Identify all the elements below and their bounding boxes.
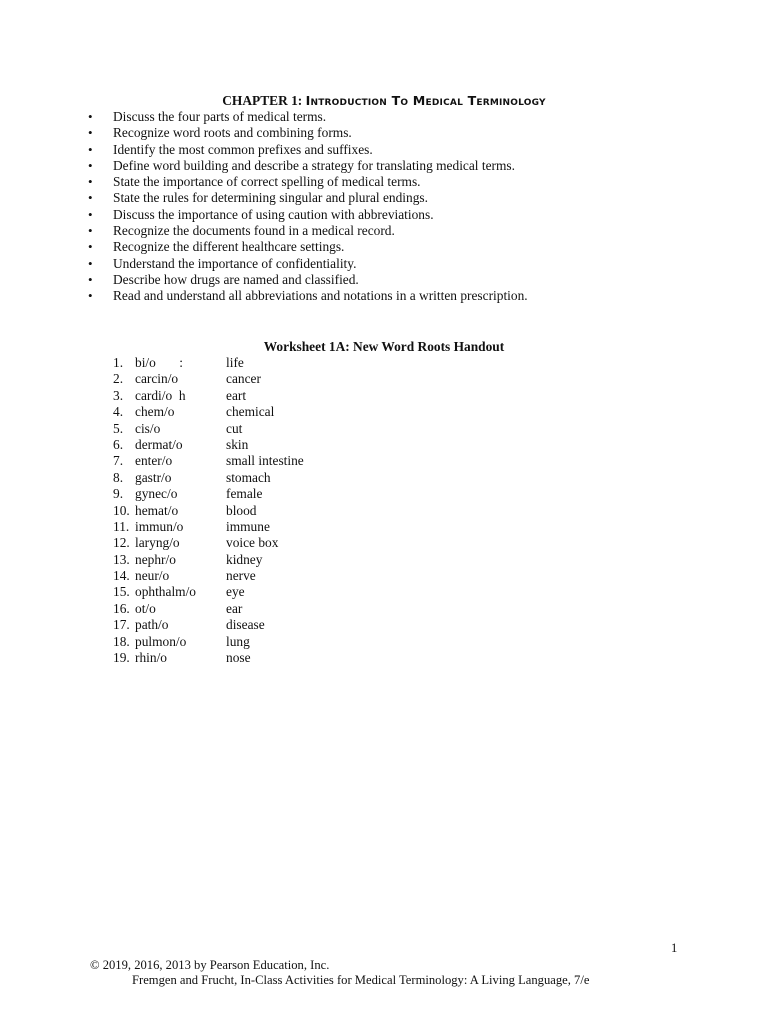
- objective-text: Define word building and describe a strategy for translating medical terms.: [113, 157, 515, 173]
- word-root: hemat/o: [135, 502, 179, 518]
- row-number: 16.: [113, 600, 130, 616]
- objective-text: Recognize the different healthcare settings.: [113, 239, 345, 255]
- word-root: pulmon/o: [135, 633, 187, 649]
- row-number: 1.: [113, 355, 124, 370]
- word-root: cardi/o h: [135, 387, 186, 403]
- row-number: 9.: [113, 486, 124, 502]
- row-number: 13.: [113, 551, 130, 567]
- root-meaning: chemical: [226, 404, 275, 420]
- word-root: path/o: [135, 617, 169, 633]
- objective-item: [88, 256, 528, 272]
- objective-item: [88, 109, 528, 125]
- bullet-icon: •: [88, 109, 93, 124]
- objective-item: [88, 207, 528, 223]
- row-number: 3.: [113, 387, 124, 403]
- word-root: enter/o: [135, 453, 173, 469]
- root-meaning: stomach: [226, 469, 271, 485]
- objective-text: Understand the importance of confidentiality.: [113, 255, 357, 271]
- page-number: 1: [671, 941, 678, 955]
- chapter-name: Introduction To Medical Terminology: [305, 93, 546, 108]
- objective-text: Describe how drugs are named and classified.: [113, 271, 359, 287]
- root-meaning: skin: [226, 436, 249, 452]
- root-meaning: immune: [226, 518, 270, 534]
- bullet-icon: •: [88, 223, 93, 239]
- root-meaning: cancer: [226, 371, 261, 387]
- row-number: 4.: [113, 404, 124, 420]
- objective-item: [88, 142, 528, 158]
- objective-text: Discuss the four parts of medical terms.: [113, 109, 327, 124]
- objective-item: [88, 288, 528, 304]
- row-number: 2.: [113, 371, 124, 387]
- row-number: 15.: [113, 584, 130, 600]
- bullet-icon: •: [88, 190, 93, 206]
- root-meaning: lung: [226, 633, 250, 649]
- objective-item: [88, 272, 528, 288]
- row-number: 17.: [113, 617, 130, 633]
- bullet-icon: •: [88, 239, 93, 255]
- word-root: chem/o: [135, 404, 175, 420]
- bullet-icon: •: [88, 174, 93, 190]
- bullet-icon: •: [88, 141, 93, 157]
- objective-text: Recognize the documents found in a medical record.: [113, 223, 395, 239]
- word-root: immun/o: [135, 518, 184, 534]
- objective-text: State the importance of correct spelling of medical terms.: [113, 174, 421, 190]
- row-number: 10.: [113, 502, 130, 518]
- root-meaning: voice box: [226, 535, 279, 551]
- objective-text: Recognize word roots and combining forms.: [113, 125, 352, 141]
- copyright-notice: © 2019, 2016, 2013 by Pearson Education, Inc.: [90, 958, 330, 972]
- objective-text: Discuss the importance of using caution with abbreviations.: [113, 206, 434, 222]
- word-root: nephr/o: [135, 551, 176, 567]
- objective-item: [88, 190, 528, 206]
- row-number: 7.: [113, 453, 124, 469]
- objective-item: [88, 174, 528, 190]
- objective-item: [88, 158, 528, 174]
- chapter-title: [0, 92, 768, 110]
- objective-item: [88, 125, 528, 141]
- objective-text: State the rules for determining singular and plural endings.: [113, 190, 428, 206]
- root-meaning: life: [226, 355, 244, 370]
- root-meaning: nose: [226, 650, 251, 666]
- root-meaning: eart: [226, 387, 247, 403]
- word-root: rhin/o: [135, 650, 167, 666]
- word-root: neur/o: [135, 568, 170, 584]
- word-root: ot/o: [135, 600, 156, 616]
- root-meaning: cut: [226, 420, 243, 436]
- bullet-icon: •: [88, 271, 93, 287]
- chapter-number-label: CHAPTER 1:: [222, 93, 306, 108]
- word-root: cis/o: [135, 420, 161, 436]
- word-root: bi/o :: [135, 355, 183, 370]
- row-number: 12.: [113, 535, 130, 551]
- root-meaning: ear: [226, 600, 243, 616]
- word-root: carcin/o: [135, 371, 179, 387]
- worksheet-title: Worksheet 1A: New Word Roots Handout: [263, 339, 505, 354]
- learning-objectives-list: [88, 109, 528, 305]
- root-meaning: nerve: [226, 568, 256, 584]
- objective-text: Read and understand all abbreviations and notations in a written prescription.: [113, 288, 528, 304]
- root-meaning: small intestine: [226, 453, 304, 469]
- row-number: 8.: [113, 469, 124, 485]
- word-root: gynec/o: [135, 486, 178, 502]
- word-root: laryng/o: [135, 535, 180, 551]
- bullet-icon: •: [88, 288, 93, 304]
- row-number: 18.: [113, 633, 130, 649]
- row-number: 11.: [113, 518, 130, 534]
- root-meaning: kidney: [226, 551, 263, 567]
- word-root: dermat/o: [135, 436, 183, 452]
- word-root: ophthalm/o: [135, 584, 196, 600]
- bullet-icon: •: [88, 255, 93, 271]
- row-number: 5.: [113, 420, 124, 436]
- book-credit: Fremgen and Frucht, In-Class Activities for Medical Terminology: A Living Language, 7/e: [132, 973, 590, 987]
- bullet-icon: •: [88, 206, 93, 222]
- root-meaning: eye: [226, 584, 245, 600]
- bullet-icon: •: [88, 157, 93, 173]
- row-number: 6.: [113, 436, 124, 452]
- objective-item: [88, 239, 528, 255]
- root-meaning: disease: [226, 617, 265, 633]
- word-root: gastr/o: [135, 469, 172, 485]
- bullet-icon: •: [88, 125, 93, 141]
- row-number: 14.: [113, 568, 130, 584]
- root-meaning: blood: [226, 502, 257, 518]
- objective-item: [88, 223, 528, 239]
- row-number: 19.: [113, 650, 130, 666]
- objective-text: Identify the most common prefixes and suffixes.: [113, 141, 373, 157]
- root-meaning: female: [226, 486, 263, 502]
